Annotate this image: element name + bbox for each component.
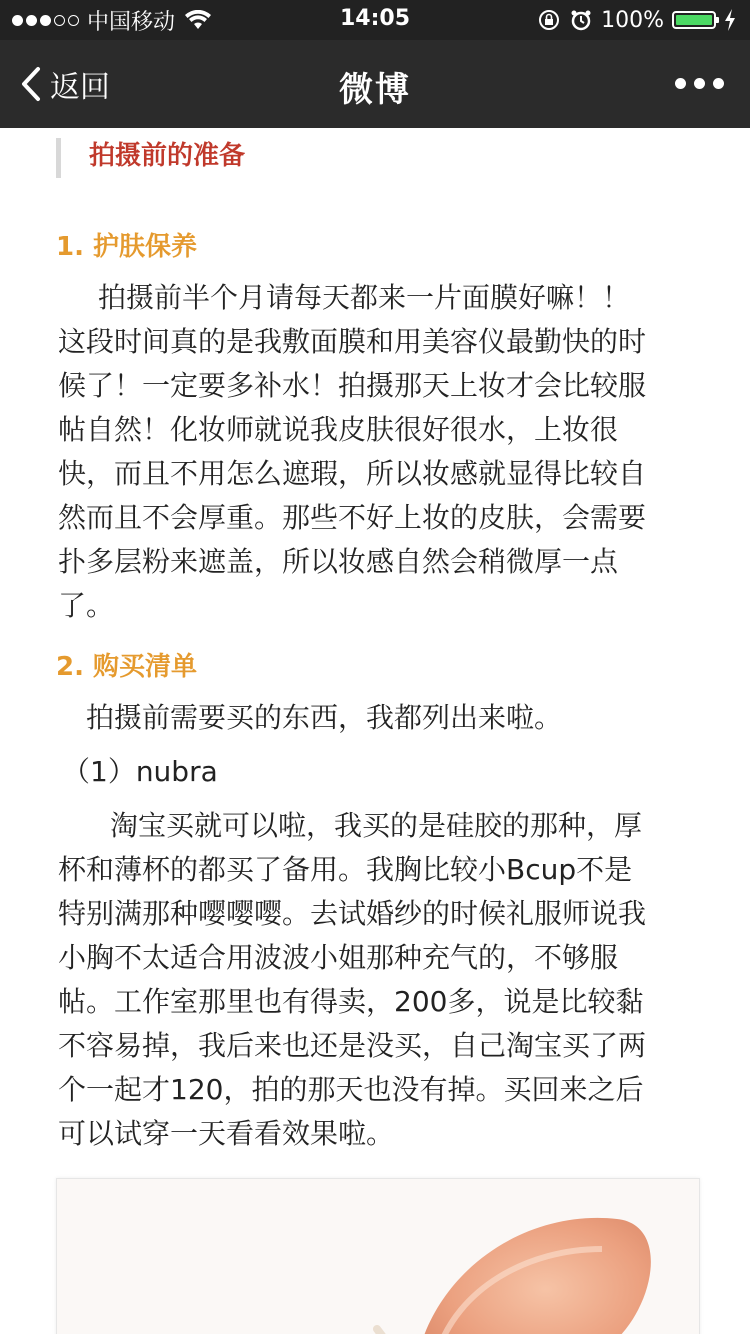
subsection-title-skincare: 1. 护肤保养 bbox=[56, 232, 198, 262]
carrier-name: 中国移动 bbox=[87, 9, 176, 35]
nav-bar bbox=[0, 40, 750, 128]
paragraph-line: 然而且不会厚重。那些不好上妆的皮肤，会需要 bbox=[58, 501, 647, 534]
charging-bolt-icon bbox=[724, 9, 736, 31]
back-label: 返回 bbox=[50, 70, 110, 105]
rotation-lock-icon bbox=[537, 8, 561, 32]
paragraph-line: 了。 bbox=[58, 589, 115, 622]
paragraph-line: 拍摄前需要买的东西，我都列出来啦。 bbox=[58, 701, 563, 734]
paragraph-line: 小胸不太适合用波波小姐那种充气的，不够服 bbox=[58, 941, 619, 974]
paragraph-line: 扑多层粉来遮盖，所以妆感自然会稍微厚一点 bbox=[58, 545, 619, 578]
alarm-icon bbox=[569, 8, 593, 32]
status-bar bbox=[0, 0, 750, 40]
product-photo[interactable] bbox=[56, 1178, 700, 1334]
nubra-paragraph bbox=[58, 804, 698, 1156]
paragraph-line: 不容易掉，我后来也还是没买，自己淘宝买了两 bbox=[58, 1029, 647, 1062]
paragraph-line: 特别满那种嘤嘤嘤。去试婚纱的时候礼服师说我 bbox=[58, 897, 647, 930]
status-time: 14:05 bbox=[339, 6, 411, 31]
battery-icon bbox=[672, 11, 716, 29]
paragraph-line: 个一起才120，拍的那天也没有掉。买回来之后 bbox=[58, 1073, 644, 1106]
paragraph-line: 杯和薄杯的都买了备用。我胸比较小Bcup不是 bbox=[58, 853, 633, 886]
article-content[interactable] bbox=[0, 128, 750, 1334]
paragraph-line: 帖。工作室那里也有得卖，200多，说是比较黏 bbox=[58, 985, 644, 1018]
nubra-item-label bbox=[62, 750, 702, 794]
more-dots-icon[interactable] bbox=[675, 78, 724, 89]
item-label: （1）nubra bbox=[62, 755, 218, 788]
status-right bbox=[537, 6, 736, 34]
skincare-paragraph bbox=[58, 276, 698, 628]
section-title: 拍摄前的准备 bbox=[56, 138, 245, 178]
paragraph-line: 淘宝买就可以啦，我买的是硅胶的那种，厚 bbox=[82, 809, 643, 842]
paragraph-line: 帖自然！化妆师就说我皮肤很好很水，上妆很 bbox=[58, 413, 619, 446]
nubra-photo-illustration bbox=[57, 1179, 699, 1334]
battery-percent: 100% bbox=[601, 7, 664, 33]
page-title: 微博 bbox=[339, 70, 411, 110]
paragraph-line: 这段时间真的是我敷面膜和用美容仪最勤快的时 bbox=[58, 325, 647, 358]
paragraph-line: 快，而且不用怎么遮瑕，所以妆感就显得比较自 bbox=[58, 457, 647, 490]
paragraph-line: 候了！一定要多补水！拍摄那天上妆才会比较服 bbox=[58, 369, 647, 402]
paragraph-line: 拍摄前半个月请每天都来一片面膜好嘛！！ bbox=[70, 281, 631, 314]
shopping-intro bbox=[58, 696, 698, 740]
subsection-title-shopping: 2. 购买清单 bbox=[56, 652, 198, 682]
paragraph-line: 可以试穿一天看看效果啦。 bbox=[58, 1117, 395, 1150]
